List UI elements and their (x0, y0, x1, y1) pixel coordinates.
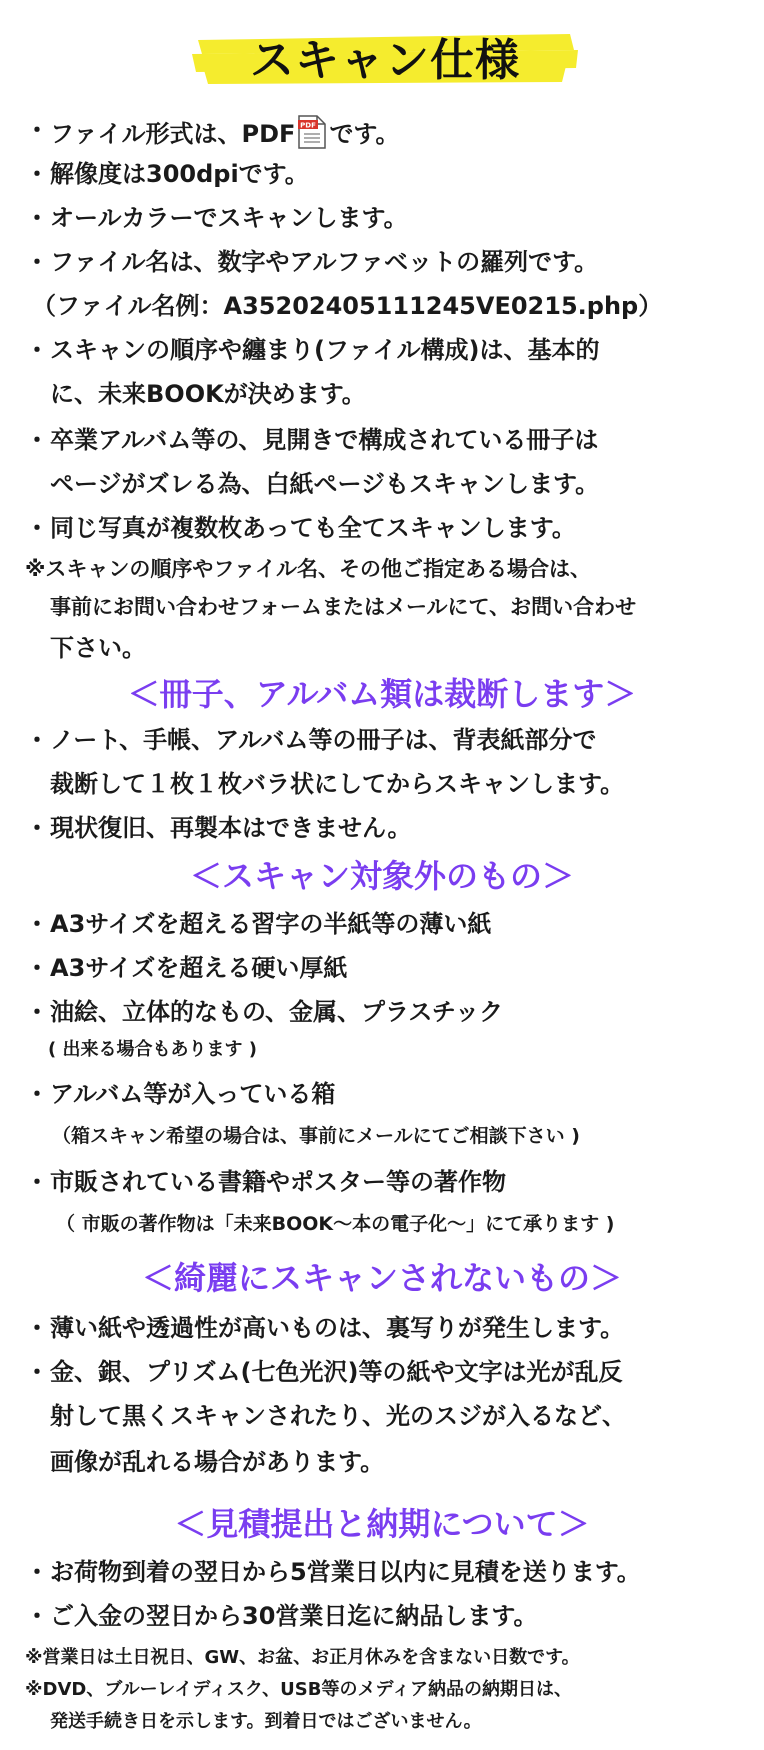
unclear-item-2-text-1: 金、銀、プリズム(七色光沢)等の紙や文字は光が乱反 (50, 1358, 623, 1386)
estimate-item-2-text: ご入金の翌日から30営業日迄に納品します。 (50, 1602, 538, 1630)
excluded-item-5-text: 市販されている書籍やポスター等の著作物 (50, 1168, 506, 1196)
spec-format-suffix: です。 (329, 120, 400, 148)
bullet: ・ (25, 726, 49, 754)
bullet: ・ (25, 426, 49, 454)
cut-item-1-text-1: ノート、手帳、アルバム等の冊子は、背表紙部分で (50, 726, 597, 754)
spec-filename-example: （ファイル名例：A35202405111245VE0215.php） (32, 292, 663, 320)
cut-heading: ＜冊子、アルバム類は裁断します＞ (127, 675, 637, 713)
page-title: スキャン仕様 (250, 35, 520, 86)
spec-order-text-1: スキャンの順序や纏まり(ファイル構成)は、基本的 (50, 336, 600, 364)
bullet: ・ (25, 116, 49, 144)
spec-album-text-1: 卒業アルバム等の、見開きで構成されている冊子は (50, 426, 599, 454)
spec-album-text-2: ページがズレる為、白紙ページもスキャンします。 (50, 470, 600, 498)
spec-same-photo-text: 同じ写真が複数枚あっても全てスキャンします。 (50, 514, 576, 542)
unclear-heading: ＜綺麗にスキャンされないもの＞ (141, 1259, 622, 1297)
excluded-item-4-note: （箱スキャン希望の場合は、事前にメールにてご相談下さい ) (52, 1125, 580, 1147)
cut-item-1-text-2: 裁断して１枚１枚バラ状にしてからスキャンします。 (50, 770, 625, 798)
bullet: ・ (25, 1168, 49, 1196)
bullet: ・ (25, 514, 49, 542)
bullet: ・ (25, 998, 49, 1026)
estimate-heading: ＜見積提出と納期について＞ (174, 1505, 590, 1543)
unclear-item-2-text-3: 画像が乱れる場合があります。 (50, 1448, 385, 1476)
spec-format-text: ファイル形式は、PDF (50, 120, 296, 148)
estimate-note-2: ※DVD、ブルーレイディスク、USB等のメディア納品の納期日は、 (25, 1679, 573, 1700)
excluded-item-3-note: ( 出来る場合もあります ) (48, 1039, 257, 1060)
bullet: ・ (25, 910, 49, 938)
spec-note-3: 下さい。 (50, 634, 146, 662)
bullet: ・ (25, 160, 49, 188)
bullet: ・ (25, 954, 49, 982)
bullet: ・ (25, 1358, 49, 1386)
spec-note-2: 事前にお問い合わせフォームまたはメールにて、お問い合わせ (50, 595, 637, 619)
unclear-item-2-text-2: 射して黒くスキャンされたり、光のスジが入るなど、 (50, 1402, 626, 1430)
bullet: ・ (25, 1080, 49, 1108)
svg-text:PDF: PDF (300, 121, 317, 130)
excluded-item-1-text: A3サイズを超える習字の半紙等の薄い紙 (50, 910, 492, 938)
bullet: ・ (25, 814, 49, 842)
page-title-block (190, 20, 580, 90)
excluded-heading: ＜スキャン対象外のもの＞ (189, 857, 574, 895)
spec-color-text: オールカラーでスキャンします。 (50, 204, 408, 232)
bullet: ・ (25, 248, 49, 276)
bullet: ・ (25, 1314, 49, 1342)
estimate-note-3: 発送手続き日を示します。到着日ではございません。 (50, 1711, 482, 1732)
spec-filename-text: ファイル名は、数字やアルファベットの羅列です。 (50, 248, 599, 276)
spec-resolution-text: 解像度は300dpiです。 (50, 160, 309, 188)
estimate-item-1-text: お荷物到着の翌日から5営業日以内に見積を送ります。 (50, 1558, 641, 1586)
unclear-item-1-text: 薄い紙や透過性が高いものは、裏写りが発生します。 (50, 1314, 625, 1342)
spec-order-text-2: に、未来BOOKが決めます。 (50, 380, 366, 408)
bullet: ・ (25, 1602, 49, 1630)
bullet: ・ (25, 1558, 49, 1586)
pdf-file-icon (297, 114, 327, 158)
excluded-item-2-text: A3サイズを超える硬い厚紙 (50, 954, 348, 982)
cut-item-2-text: 現状復旧、再製本はできません。 (50, 814, 412, 842)
excluded-item-3-text: 油絵、立体的なもの、金属、プラスチック (50, 998, 504, 1026)
excluded-item-4-text: アルバム等が入っている箱 (50, 1080, 336, 1108)
bullet: ・ (25, 204, 49, 232)
excluded-item-5-note: （ 市販の著作物は「未来BOOK～本の電子化～」にて承ります ) (56, 1213, 615, 1235)
estimate-note-1: ※営業日は土日祝日、GW、お盆、お正月休みを含まない日数です。 (25, 1647, 580, 1668)
bullet: ・ (25, 336, 49, 364)
spec-note-1: ※スキャンの順序やファイル名、その他ご指定ある場合は、 (25, 557, 591, 581)
